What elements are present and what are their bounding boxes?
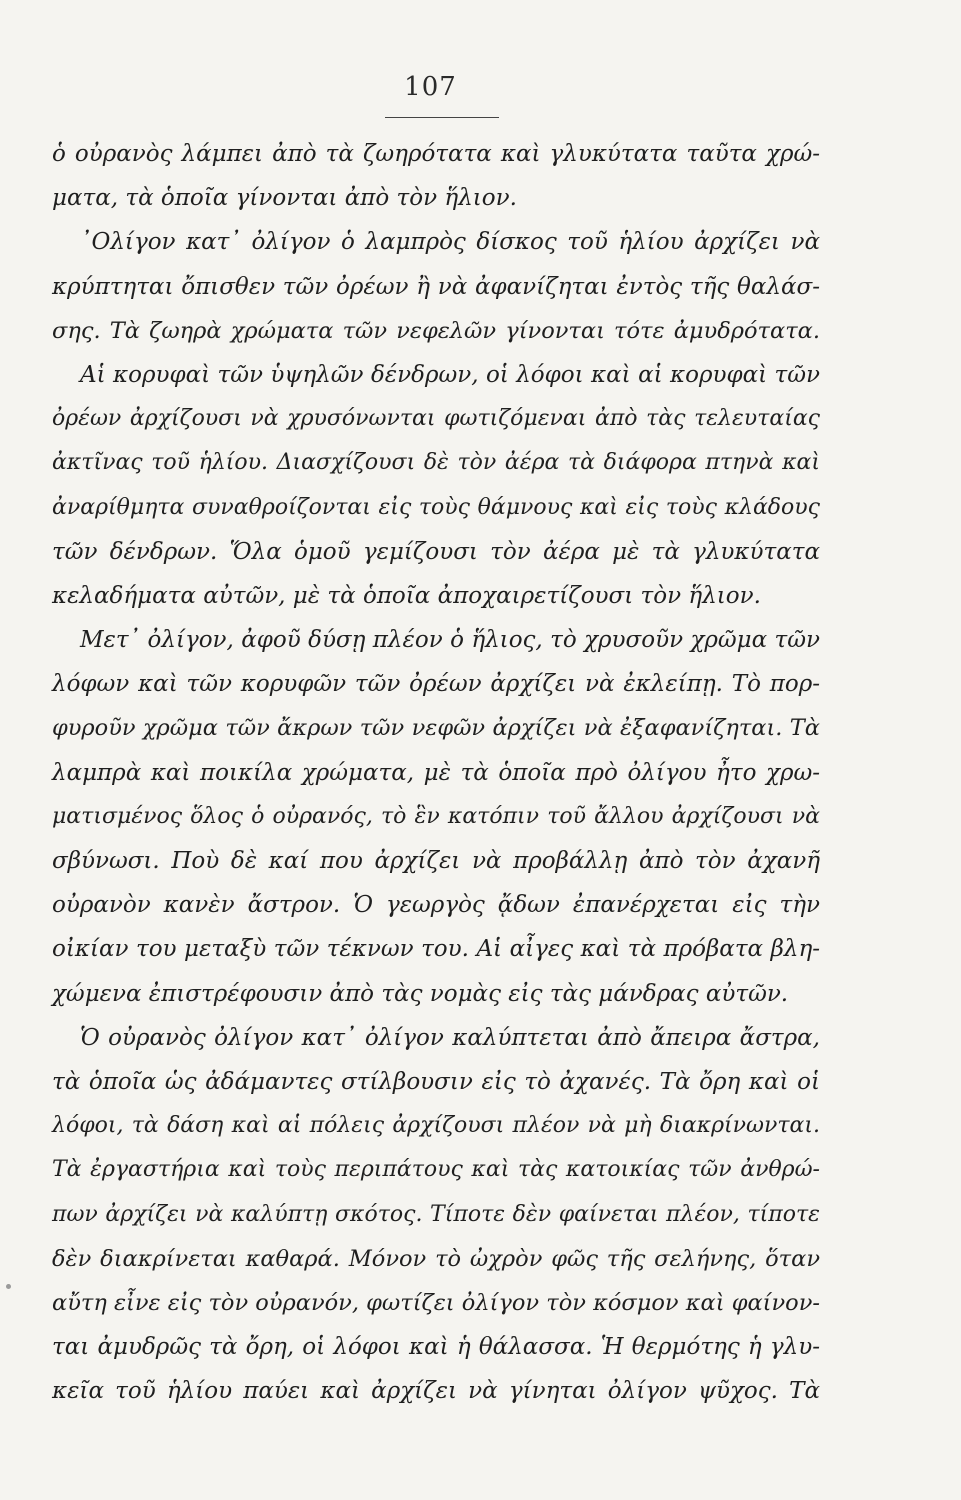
text-line: Αἱ κορυφαὶ τῶν ὑψηλῶν δένδρων, οἱ λόφοι καὶ αἱ κορυφαὶ τῶν (80, 361, 820, 388)
text-line: σης. Τὰ ζωηρὰ χρώματα τῶν νεφελῶν γίνονται τότε ἀμυδρότατα. (52, 317, 820, 344)
text-line: λόφοι, τὰ δάση καὶ αἱ πόλεις ἀρχίζουσι πλέον νὰ μὴ διακρίνωνται. (52, 1113, 820, 1139)
text-line: αὔτη εἶνε εἰς τὸν οὐρανόν, φωτίζει ὀλίγον τὸν κόσμον καὶ φαίνον- (52, 1289, 820, 1316)
text-line: Μετ᾿ ὀλίγον, ἀφοῦ δύσῃ πλέον ὁ ἥλιος, τὸ χρυσοῦν χρῶμα τῶν (80, 627, 820, 654)
text-line: κρύπτηται ὄπισθεν τῶν ὀρέων ἢ νὰ ἀφανίζηται ἐντὸς τῆς θαλάσ- (52, 273, 820, 300)
text-line: ἀκτῖνας τοῦ ἡλίου. Διασχίζουσι δὲ τὸν ἀέρα τὰ διάφορα πτηνὰ καὶ (52, 450, 820, 476)
text-line: τῶν δένδρων. Ὅλα ὁμοῦ γεμίζουσι τὸν ἀέρα μὲ τὰ γλυκύτατα (52, 538, 820, 565)
ink-speck (6, 1284, 11, 1289)
text-line: τὰ ὁποῖα ὡς ἀδάμαντες στίλβουσιν εἰς τὸ ἀχανές. Τὰ ὄρη καὶ οἱ (52, 1068, 820, 1095)
text-line: δὲν διακρίνεται καθαρά. Μόνον τὸ ὠχρὸν φῶς τῆς σελήνης, ὅταν (52, 1245, 820, 1272)
text-line: χώμενα ἐπιστρέφουσιν ἀπὸ τὰς νομὰς εἰς τὰς μάνδρας αὐτῶν. (52, 980, 789, 1007)
text-line: ματα, τὰ ὁποῖα γίνονται ἀπὸ τὸν ἥλιον. (52, 185, 517, 212)
text-line: Ὁ οὐρανὸς ὀλίγον κατ᾿ ὀλίγον καλύπτεται ἀπὸ ἄπειρα ἄστρα, (80, 1024, 820, 1051)
body-text (52, 132, 820, 1413)
text-line: πων ἀρχίζει νὰ καλύπτῃ σκότος. Τίποτε δὲν φαίνεται πλέον, τίποτε (52, 1201, 820, 1227)
header-rule (385, 117, 499, 118)
text-line: λόφων καὶ τῶν κορυφῶν τῶν ὀρέων ἀρχίζει νὰ ἐκλείπῃ. Τὸ πορ- (52, 671, 820, 698)
text-line: ὀρέων ἀρχίζουσι νὰ χρυσόνωνται φωτιζόμεναι ἀπὸ τὰς τελευταίας (52, 406, 820, 432)
text-line: κεῖα τοῦ ἡλίου παύει καὶ ἀρχίζει νὰ γίνηται ὀλίγον ψῦχος. Τὰ (52, 1378, 820, 1405)
text-line: λαμπρὰ καὶ ποικίλα χρώματα, μὲ τὰ ὁποῖα πρὸ ὀλίγου ἦτο χρω- (52, 759, 820, 786)
text-line: οὐρανὸν κανὲν ἄστρον. Ὁ γεωργὸς ᾄδων ἐπανέρχεται εἰς τὴν (52, 892, 820, 919)
text-line: Τὰ ἐργαστήρια καὶ τοὺς περιπάτους καὶ τὰς κατοικίας τῶν ἀνθρώ- (52, 1157, 820, 1183)
text-line: κελαδήματα αὐτῶν, μὲ τὰ ὁποῖα ἀποχαιρετίζουσι τὸν ἥλιον. (52, 582, 761, 609)
text-line: ὁ οὐρανὸς λάμπει ἀπὸ τὰ ζωηρότατα καὶ γλυκύτατα ταῦτα χρώ- (52, 141, 820, 167)
text-line: ἀναρίθμητα συναθροίζονται εἰς τοὺς θάμνους καὶ εἰς τοὺς κλάδους (52, 494, 820, 520)
text-line: ᾿Ολίγον κατ᾿ ὀλίγον ὁ λαμπρὸς δίσκος τοῦ ἡλίου ἀρχίζει νὰ (80, 229, 820, 256)
text-line: ματισμένος ὅλος ὁ οὐρανός, τὸ ἓν κατόπιν τοῦ ἄλλου ἀρχίζουσι νὰ (52, 803, 820, 829)
text-line: οἰκίαν του μεταξὺ τῶν τέκνων του. Αἱ αἶγες καὶ τὰ πρόβατα βλη- (52, 936, 820, 963)
text-line: ται ἀμυδρῶς τὰ ὄρη, οἱ λόφοι καὶ ἡ θάλασσα. Ἡ θερμότης ἡ γλυ- (52, 1334, 820, 1361)
text-line: φυροῦν χρῶμα τῶν ἄκρων τῶν νεφῶν ἀρχίζει νὰ ἐξαφανίζηται. Τὰ (52, 715, 820, 742)
page-number: 107 (404, 72, 457, 102)
text-line: σβύνωσι. Ποὺ δὲ καί που ἀρχίζει νὰ προβάλλῃ ἀπὸ τὸν ἀχανῆ (52, 848, 820, 874)
